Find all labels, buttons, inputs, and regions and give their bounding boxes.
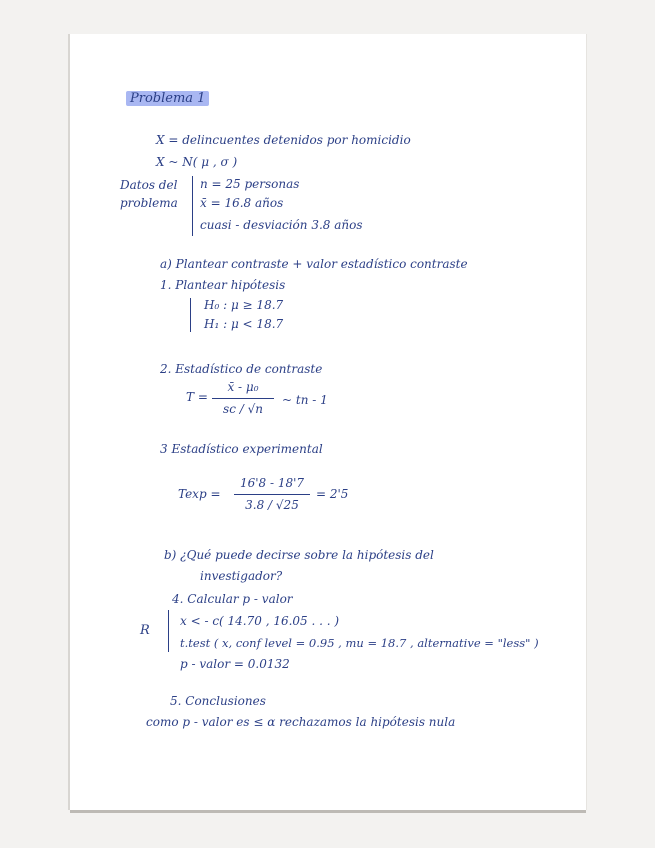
variable-definition: X = delincuentes detenidos por homicidio [156, 133, 411, 147]
texp-numerator: 16'8 - 18'7 [239, 476, 305, 490]
texp-fraction-bar [234, 494, 310, 495]
texp-result: = 2'5 [316, 487, 349, 501]
distribution-line: X ~ N( μ , σ ) [156, 155, 238, 169]
part-b-heading-1: b) ¿Qué puede decirse sobre la hipótesis del [164, 548, 434, 562]
hypothesis-brace [190, 298, 191, 332]
quasi-deviation: cuasi - desviación 3.8 años [200, 218, 363, 232]
stat-fraction-bar [212, 398, 274, 399]
step-5: 5. Conclusiones [170, 694, 266, 708]
r-label: R [140, 623, 150, 638]
part-b-heading-2: investigador? [200, 569, 283, 583]
sample-size: n = 25 personas [200, 177, 300, 191]
stat-denominator: sc / √n [223, 402, 263, 416]
r-code-bracket [168, 610, 169, 652]
r-code-line-2: t.test ( x, conf level = 0.95 , mu = 18.7 , alternative = "less" ) [180, 636, 539, 650]
texp-denominator: 3.8 / √25 [245, 498, 299, 512]
p-value: p - valor = 0.0132 [180, 657, 290, 671]
step-3: 3 Estadístico experimental [160, 442, 323, 456]
stat-numerator: x̄ - μ₀ [227, 380, 259, 394]
problem-title [126, 92, 209, 106]
part-a-heading: a) Plantear contraste + valor estadístico contraste [160, 257, 468, 271]
step-4: 4. Calcular p - valor [172, 592, 293, 606]
texp-lhs: Texp = [178, 487, 221, 501]
step-2: 2. Estadístico de contraste [160, 362, 323, 376]
step-1: 1. Plantear hipótesis [160, 278, 286, 292]
data-bracket [192, 176, 193, 236]
title-highlight: Problema 1 [126, 91, 209, 106]
stat-lhs: T = [186, 390, 208, 404]
stat-distribution: ~ tn - 1 [282, 393, 328, 407]
r-code-line-1: x < - c( 14.70 , 16.05 . . . ) [180, 614, 340, 628]
null-hypothesis: H₀ : μ ≥ 18.7 [204, 298, 284, 312]
alt-hypothesis: H₁ : μ < 18.7 [204, 317, 284, 331]
data-label-line2: problema [120, 196, 178, 210]
data-label-line1: Datos del [120, 178, 178, 192]
conclusion: como p - valor es ≤ α rechazamos la hipótesis nula [146, 715, 456, 729]
sample-mean: x̄ = 16.8 años [200, 196, 284, 210]
notebook-page [70, 34, 586, 810]
